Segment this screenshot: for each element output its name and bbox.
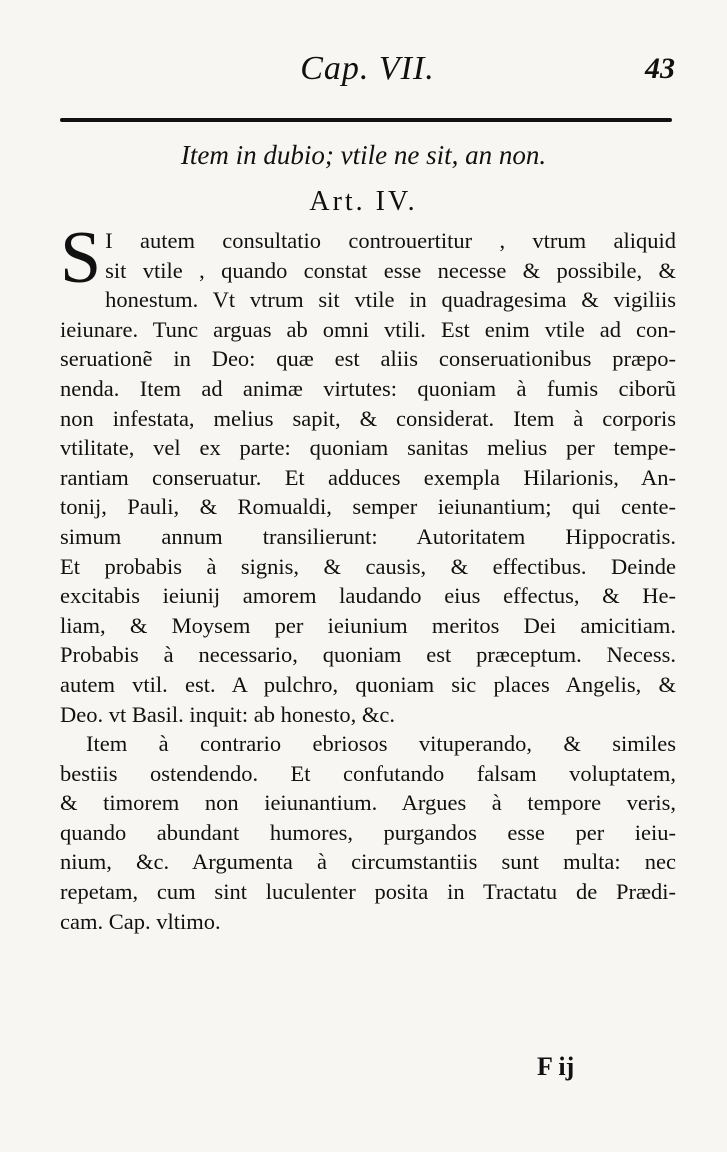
- body-text: [60, 217, 676, 936]
- drop-cap: S: [60, 217, 102, 299]
- text-line: bestiis ostendendo. Et confutando falsam voluptatem,: [60, 760, 676, 786]
- text-line: nenda. Item ad animæ virtutes: quoniam à fumis ciborũ: [60, 375, 676, 401]
- text-line: repetam, cum sint luculenter posita in Tractatu de Prædi-: [60, 879, 676, 905]
- text-line: Item à contrario ebriosos vituperando, & similes: [86, 731, 676, 757]
- article-heading: Item in dubio; vtile ne sit, an non.: [180, 140, 547, 170]
- text-line: tonij, Pauli, & Romualdi, semper ieiunantium; qui cente-: [60, 494, 676, 520]
- text-line: ieiunare. Tunc arguas ab omni vtili. Est enim vtile ad con-: [60, 316, 676, 342]
- page-header: [60, 50, 675, 110]
- text-line: quando abundant humores, purgandos esse per ieiu-: [60, 819, 676, 845]
- text-line: sit vtile , quando constat esse necesse & possibile, &: [105, 257, 676, 283]
- text-line: excitabis ieiunij amorem laudando eius effectus, & He-: [60, 583, 676, 609]
- text-line: Probabis à necessario, quoniam est præceptum. Necess.: [60, 642, 676, 668]
- text-line: & timorem non ieiunantium. Argues à tempore veris,: [60, 790, 676, 816]
- text-line: honestum. Vt vtrum sit vtile in quadragesima & vigiliis: [105, 287, 676, 313]
- text-line: seruationẽ in Deo: quæ est aliis conseruationibus præpo-: [60, 346, 676, 372]
- signature-mark: F ij: [537, 1052, 575, 1081]
- text-line: cam. Cap. vltimo.: [60, 908, 221, 934]
- text-line: rantiam conseruatur. Et adduces exempla Hilarionis, An-: [60, 464, 676, 490]
- text-line: non infestata, melius sapit, & considerat. Item à corporis: [60, 405, 676, 431]
- article-number: Art. IV.: [309, 186, 418, 217]
- text-line: Et probabis à signis, & causis, & effectibus. Deinde: [60, 553, 676, 579]
- text-line: nium, &c. Argumenta à circumstantiis sunt multa: nec: [60, 849, 676, 875]
- text-line: Deo. vt Basil. inquit: ab honesto, &c.: [60, 701, 395, 727]
- page-number: 43: [645, 52, 675, 85]
- text-line: vtilitate, vel ex parte: quoniam sanitas melius per tempe-: [60, 435, 676, 461]
- text-line: simum annum transilierunt: Autoritatem Hippocratis.: [60, 523, 676, 549]
- header-rule: [60, 118, 672, 122]
- text-line: I autem consultatio controuertitur , vtrum aliquid: [105, 228, 676, 253]
- running-title: Cap. VII.: [300, 50, 435, 87]
- text-line: autem vtil. est. A pulchro, quoniam sic places Angelis, &: [60, 671, 676, 697]
- text-line: liam, & Moysem per ieiunium meritos Dei amicitiam.: [60, 612, 676, 638]
